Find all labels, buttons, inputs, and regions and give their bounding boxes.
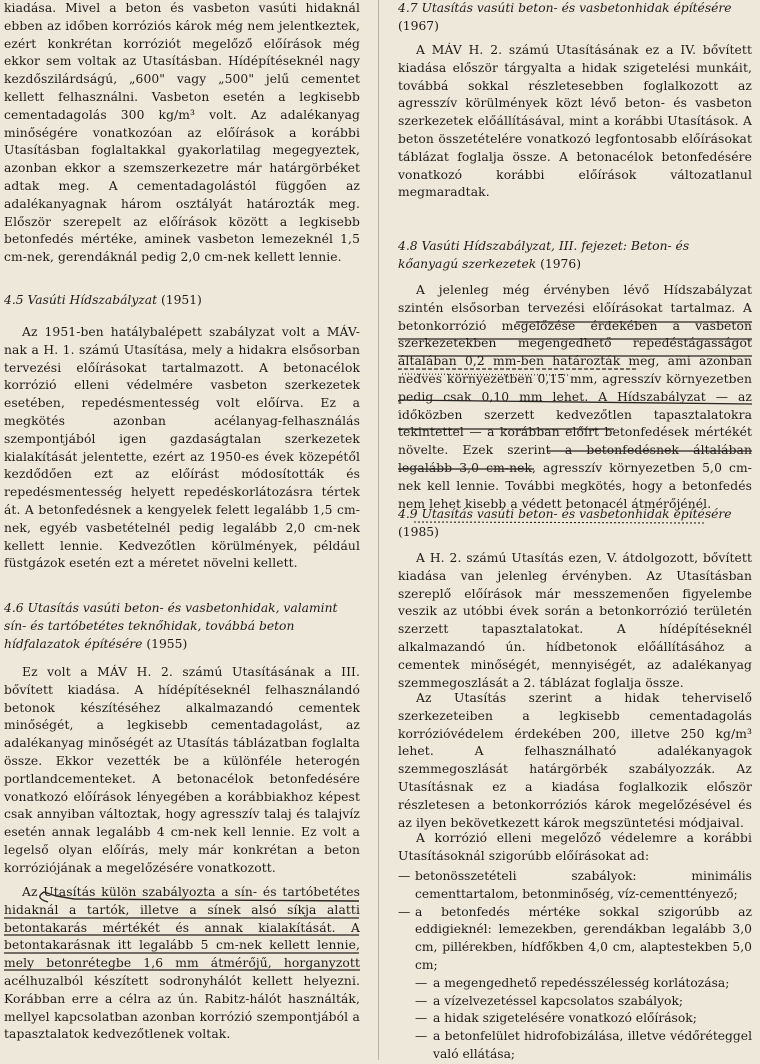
section-title: 4.8 Vasúti Hídszabályzat, III. fejezet: Beton- és kőanyagú szerkezetek bbox=[398, 239, 690, 271]
requirements-list-block bbox=[398, 868, 752, 1064]
section-4-8 bbox=[398, 238, 752, 274]
paragraph: A H. 2. számú Utasítás ezen, V. átdolgozott, bővített kiadása van jelenleg érvényben. Az Utasításban szereplő előírások már messzemenően figyelembe veszik az utóbbi évek során a betonkorrózió területén szerzett tapasztalatokat. A hídépítéseknél alkalmazandó ún. hídbetonok előállításához a cementek minőségét, mennyiségét, az adalékanyag szemmegoszlását a 2. táblázat foglalja össze. bbox=[398, 551, 752, 690]
section-4-8-body bbox=[398, 282, 752, 513]
section-heading bbox=[398, 0, 752, 36]
section-4-9-body-2 bbox=[398, 690, 752, 832]
list-dash: — bbox=[398, 869, 411, 883]
list-item bbox=[398, 975, 752, 993]
section-4-5-body bbox=[4, 324, 360, 573]
section-year: (1967) bbox=[398, 18, 439, 33]
continued-paragraph bbox=[4, 0, 360, 267]
paragraph: A MÁV H. 2. számú Utasításának ez a IV. bővített kiadása először tárgyalta a hidak szigetelési munkáit, továbbá sokkal részletesebben foglalkozott az agresszív körülmények közt lévő beton- és vasbeton szerkezetek előállításával, mint a korábbi Utasítások. A beton összetételére vonatkozó legfontosabb előírásokat táblázat foglalja össze. A betonacélok betonfedésére vonatkozó korábbi előírások változatlanul megmaradtak. bbox=[398, 43, 752, 200]
section-title: 4.9 Utasítás vasúti beton- és vasbetonhidak építésére bbox=[398, 507, 732, 521]
paragraph: kiadása. Mivel a beton és vasbeton vasúti hidaknál ebben az időben korróziós károk még nem jelentkeztek, ezért konkrétan korróziót megelőző előírások még ekkor sem voltak az Utasításban. Hídépítéseknél nagy kezdőszilárdságú, „600" vagy „500" jelű cementet kellett felhasználni. Vasbeton esetén a legkisebb cementadagolás 300 kg/m³ volt. Az adalékanyag minőségére vonatkozóan az előírások a korábbi Utasításban foglaltakkal gyakorlatilag megegyeztek, azonban ekkor a szemszerkezetre már határgörbéket adtak meg. A cementadagolástól függően az adalékanyagnak három osztályát határozták meg. Először szerepelt az előírások között a legkisebb betonfedés mértéke, aminek vasbeton lemezeknél 1,5 cm-nek, gerendáknál pedig 2,0 cm-nek kellett lennie. bbox=[4, 1, 360, 265]
section-title: 4.5 Vasúti Hídszabályzat bbox=[4, 293, 158, 307]
column-divider bbox=[378, 0, 379, 1060]
list-item-text: a vízelvezetéssel kapcsolatos szabályok; bbox=[433, 993, 684, 1008]
list-item bbox=[398, 993, 752, 1011]
paragraph: Ez volt a MÁV H. 2. számú Utasításának a III. bővített kiadása. A hídépítéseknél felhasználandó betonok készítéséhez alkalmazandó cementek minőségét, a legkisebb cementadagolást, az adalékanyag minőségét az Utasítás táblázatban foglalta össze. Ekkor vezették be a különféle heterogén portlandcementeket. A betonacélok betonfedésére vonatkozó előírások lényegében a korábbiakhoz képest csak annyiban változtak, hogy agresszív talaj és talajvíz esetén annak legalább 4 cm-nek kell lennie. Ez volt a legelső olyan előírás, mely már konkrétan a beton korróziójának a megelőzésére vonatkozott. bbox=[4, 665, 360, 875]
section-4-9 bbox=[398, 506, 752, 542]
section-4-6-body bbox=[4, 664, 360, 878]
paragraph: Az Utasítás szerint a hidak teherviselő szerkezeteiben a legkisebb cementadagolás korrózióvédelem érdekében 200, illetve 250 kg/m³ lehet. A felhasználható adalékanyagok szemmegoszlását határgörbék szabályozzák. Az Utasításnak ez a kiadása foglalkozik először részletesen a betonkorróziós károk megelőzésével és az ilyen bekövetkezett károk megszüntetési módjaival. bbox=[398, 691, 752, 830]
section-4-7-body bbox=[398, 42, 752, 202]
section-year: (1955) bbox=[146, 636, 188, 651]
list-item-text: betonösszetételi szabályok: minimális cementtartalom, betonminőség, víz-cementtényező; bbox=[415, 869, 752, 901]
list-dash: — bbox=[415, 1029, 428, 1044]
section-4-6-body-2 bbox=[4, 884, 360, 1044]
list-item bbox=[398, 904, 752, 975]
section-title: 4.6 Utasítás vasúti beton- és vasbetonhidak, valamint sín- és tartóbetétes teknőhidak, továbbá beton hídfalazatok építésére bbox=[4, 601, 338, 651]
left-column bbox=[4, 0, 360, 1060]
list-item bbox=[398, 868, 752, 904]
list-item bbox=[398, 1028, 752, 1064]
list-dash: — bbox=[415, 975, 428, 990]
list-item-text: a hidak szigetelésére vonatkozó előírások; bbox=[433, 1011, 697, 1026]
section-year: (1951) bbox=[160, 293, 202, 307]
section-4-9-body-3 bbox=[398, 830, 752, 866]
section-year: (1985) bbox=[398, 524, 439, 539]
section-4-7 bbox=[398, 0, 752, 36]
right-column bbox=[398, 0, 752, 1060]
requirements-list bbox=[398, 868, 752, 1064]
section-year: (1976) bbox=[540, 256, 581, 271]
paragraph: Az Utasítás külön szabályozta a sín- és tartóbetétes hidaknál a tartók, illetve a sínek alsó síkja alatti betontakarás mértékét és annak kialakítását. A betontakarásnak itt legalább 5 cm-nek kellett lennie, mely betonrétegbe 1,6 mm átmérőjű, horganyzott acélhuzalból készített sodronyhálót kellett helyezni. Korábban erre a célra az ún. Rabitz-hálót használták, mellyel kapcsolatban azonban korrózió szempontjából a tapasztalatok kedvezőtlenek voltak. bbox=[4, 885, 360, 1042]
list-dash: — bbox=[398, 904, 411, 919]
list-item bbox=[398, 1010, 752, 1028]
section-heading bbox=[398, 238, 752, 274]
section-4-6 bbox=[4, 600, 360, 653]
section-heading bbox=[4, 600, 360, 653]
list-dash: — bbox=[415, 1011, 428, 1026]
section-heading bbox=[4, 292, 360, 310]
paragraph: Az 1951-ben hatálybalépett szabályzat volt a MÁV-nak a H. 1. számú Utasítása, mely a hidakra elsősorban tervezési előírásokat tartalmazott. A betonacélok korrózió elleni védelmére vasbeton szerkezetek esetében, repedésmentesség volt előírva. Ez a megkötés azonban acélanyag-felhasználás szempontjából igen gazdaságtalan szerkezetek kialakítását jelentette, ezért az 1950-es évek közepétől kezdődően ezt az előírást módosították és repedésmentesség helyett repedéskorlátozásra tértek át. A betonfedésnek a kengyelek felett legalább 1,5 cm-nek, egyéb vasbetételnél pedig legalább 2,0 cm-nek kellett lennie. Kedvezőtlen körülmények, például füstgázok esetén ezt a méretet növelni kellett. bbox=[4, 325, 360, 571]
section-title: 4.7 Utasítás vasúti beton- és vasbetonhidak építésére bbox=[398, 1, 732, 15]
section-4-9-body bbox=[398, 550, 752, 692]
list-item-text: a betonfedés mértéke sokkal szigorúbb az eddigieknél: lemezekben, gerendákban legalább 3,0 cm, pillérekben, hídfőkben 4,0 cm, alaptestekben 5,0 cm; bbox=[415, 904, 752, 972]
list-item-text: a megengedhető repedésszélesség korlátozása; bbox=[433, 975, 730, 990]
list-dash: — bbox=[415, 993, 428, 1008]
paragraph: A jelenleg még érvényben lévő Hídszabályzat szintén elsősorban tervezési előírásokat tartalmaz. A betonkorrózió megelőzése érdekében a vasbeton szerkezetekben megengedhető repedéstágasságot általában 0,2 mm-ben határozták meg, ami azonban nedves környezetben 0,15 mm, agresszív környezetben pedig csak 0,10 mm lehet. A Hídszabályzat — az időközben szerzett kedvezőtlen tapasztalatokra tekintettel — a korábban előírt betonfedések mértékét növelte. Ezek szerint a betonfedésnek általában legalább 3,0 cm-nek, agresszív környezetben 5,0 cm-nek kell lennie. További megkötés, hogy a betonfedés nem lehet kisebb a védett betonacél átmérőjénél. bbox=[398, 283, 752, 511]
section-4-5 bbox=[4, 292, 360, 310]
section-heading bbox=[398, 506, 752, 542]
list-item-text: a betonfelület hidrofobizálása, illetve védőréteggel való ellátása; bbox=[433, 1029, 752, 1061]
paragraph: A korrózió elleni megelőző védelemre a korábbi Utasításoknál szigorúbb előírásokat ad: bbox=[398, 831, 752, 863]
